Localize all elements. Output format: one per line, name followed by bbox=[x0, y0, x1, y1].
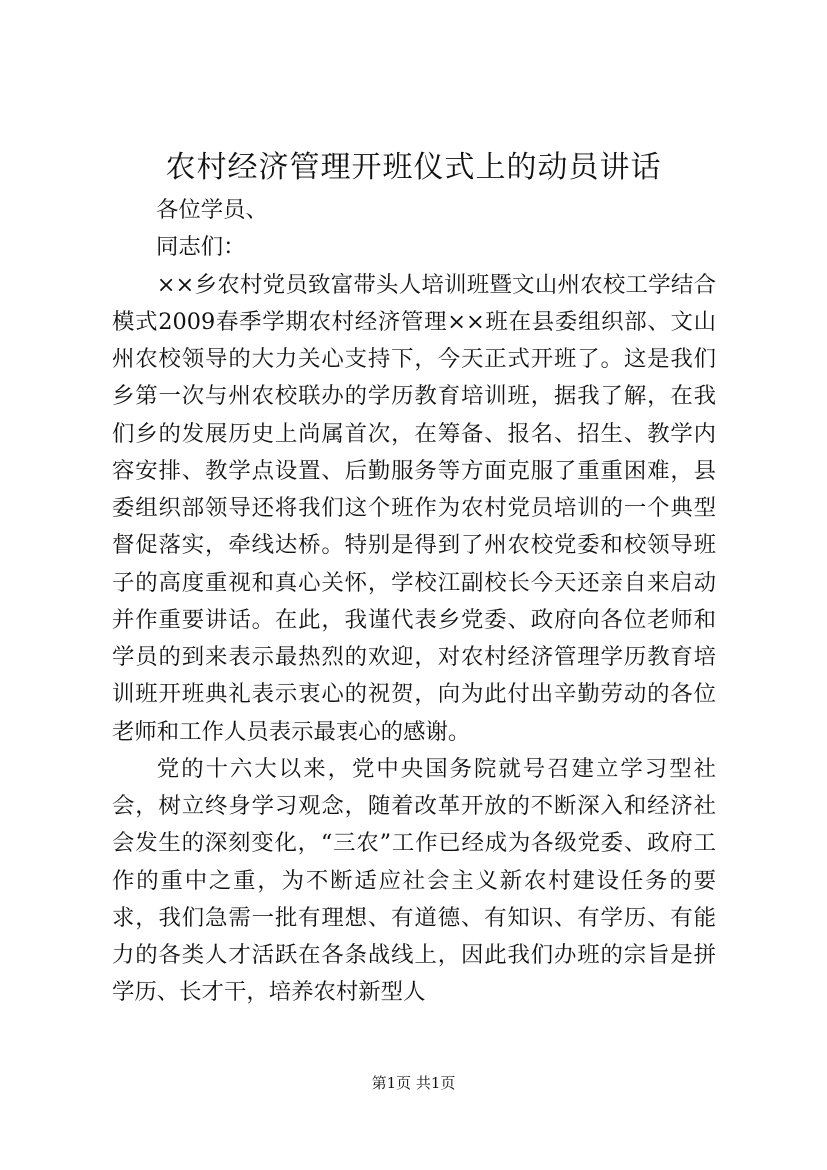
salutation-line-2: 同志们： bbox=[156, 234, 246, 261]
document-body bbox=[112, 192, 716, 1012]
paragraph-1: ××乡农村党员致富带头人培训班暨文山州农校工学结合模式2009春季学期农村经济管理××班在县委组织部、文山州农校领导的大力关心支持下，今天正式开班了。这是我们乡第一次与州农校联办的学历教育培训班，据我了解，在我们乡的发展历史上尚属首次，在筹备、报名、招生、教学内容安排、教学点设置、后勤服务等方面克服了重重困难，县委组织部领导还将我们这个班作为农村党员培训的一个典型督促落实，牵线达桥。特别是得到了州农校党委和校领导班子的高度重视和真心关怀，学校江副校长今天还亲自来启动并作重要讲话。在此，我谨代表乡党委、政府向各位老师和学员的到来表示最热烈的欢迎，对农村经济管理学历教育培训班开班典礼表示衷心的祝贺，向为此付出辛勤劳动的各位老师和工作人员表示最衷心的感谢。 bbox=[112, 271, 716, 745]
paragraph-2: 党的十六大以来，党中央国务院就号召建立学习型社会，树立终身学习观念，随着改革开放的不断深入和经济社会发生的深刻变化，“三农”工作已经成为各级党委、政府工作的重中之重，为不断适应社会主义新农村建设任务的要求，我们急需一批有理想、有道德、有知识、有学历、有能力的各类人才活跃在各条战线上，因此我们办班的宗旨是拼学历、长才干，培养农村新型人 bbox=[112, 755, 716, 1006]
document-title: 农村经济管理开班仪式上的动员讲话 bbox=[165, 150, 662, 185]
page-footer: 第1页 共1页 bbox=[371, 1074, 456, 1092]
salutation-line-1: 各位学员、 bbox=[156, 197, 268, 223]
